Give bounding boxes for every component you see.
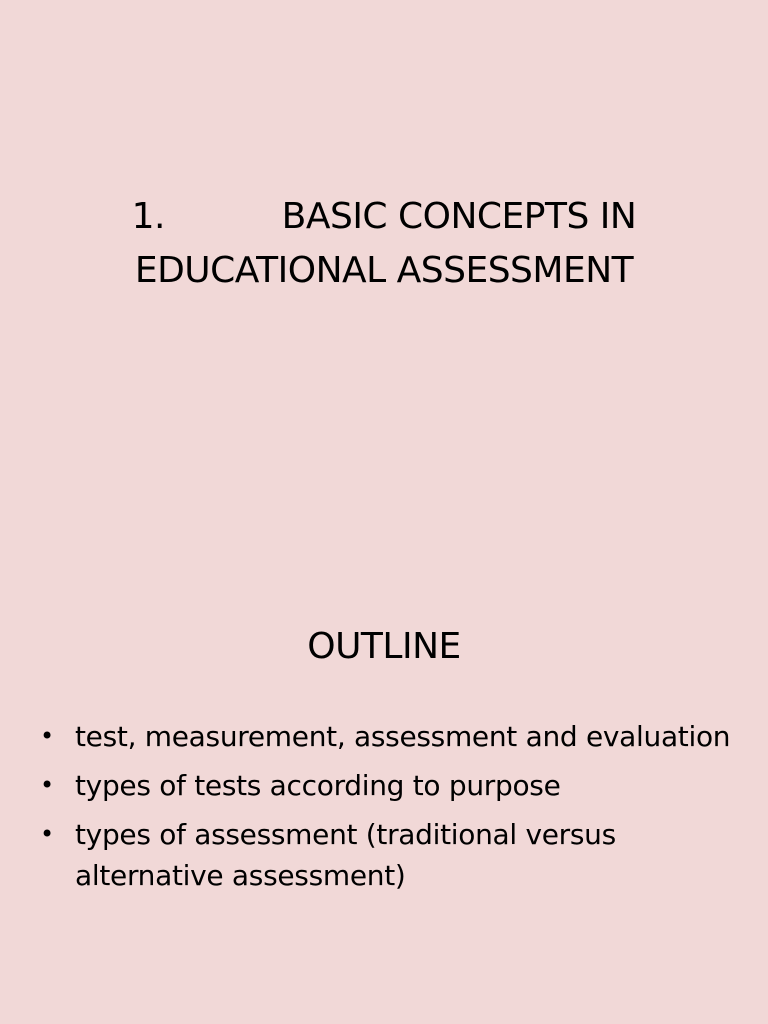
title-number: 1. (131, 196, 165, 237)
bullet-icon: • (40, 771, 54, 799)
bullet-icon: • (40, 820, 54, 848)
title-line-1 (0, 190, 768, 244)
list-item (40, 765, 740, 806)
list-item (40, 716, 740, 757)
outline-heading: OUTLINE (307, 626, 461, 667)
list-item (40, 814, 740, 896)
list-item-text: types of assessment (traditional versus alternative assessment) (75, 818, 616, 892)
title-line-2: EDUCATIONAL ASSESSMENT (134, 250, 634, 291)
list-item-text: types of tests according to purpose (75, 769, 561, 802)
outline-slide (0, 512, 768, 1024)
outline-list (40, 716, 740, 904)
title-text-1: BASIC CONCEPTS IN (281, 196, 637, 237)
list-item-text: test, measurement, assessment and evaluation (75, 720, 731, 753)
slide-title (0, 190, 768, 298)
bullet-icon: • (40, 722, 54, 750)
